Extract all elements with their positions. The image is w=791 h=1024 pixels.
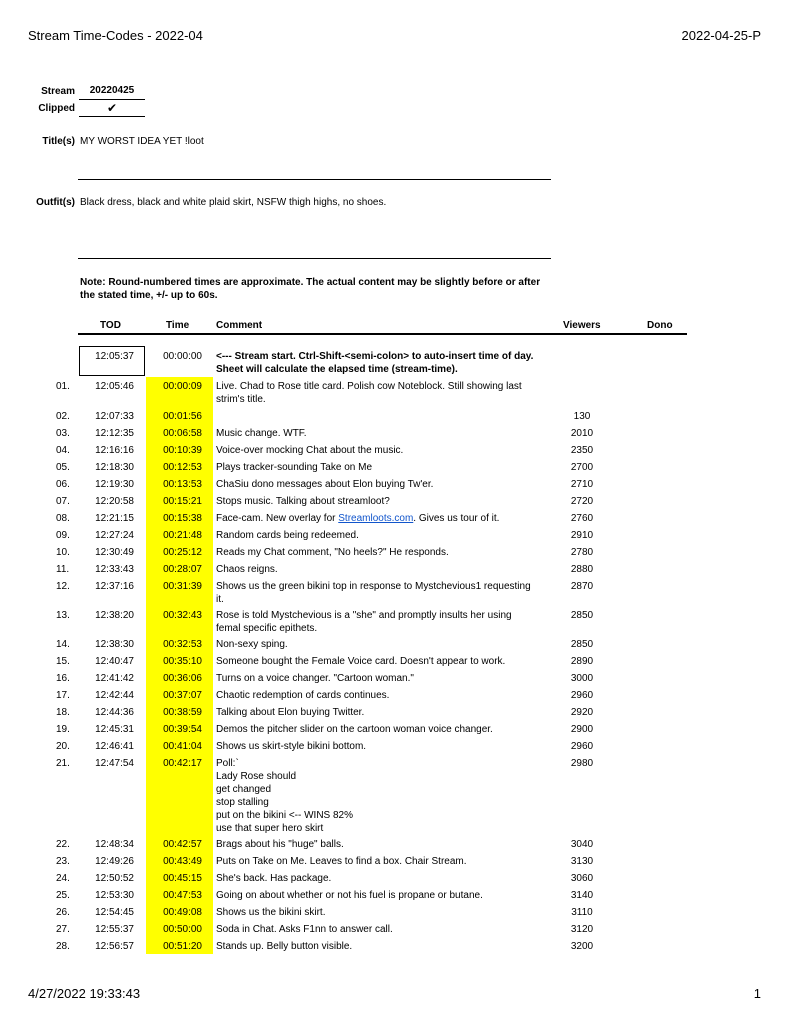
document-title: Stream Time-Codes - 2022-04 [28, 28, 203, 43]
row-time: 00:37:07 [163, 690, 202, 701]
row-viewers: 3130 [570, 856, 594, 867]
row-tod: 12:45:31 [95, 724, 134, 735]
row-time: 00:36:06 [163, 673, 202, 684]
row-tod: 12:37:16 [95, 581, 134, 592]
row-number: 07. [56, 496, 70, 507]
row-viewers: 2350 [570, 445, 594, 456]
row-time: 00:42:57 [163, 839, 202, 850]
row-number: 23. [56, 856, 70, 867]
row-tod: 12:27:24 [95, 530, 134, 541]
row-time: 00:51:20 [163, 941, 202, 952]
row-comment: Puts on Take on Me. Leaves to find a box. Chair Stream. [216, 856, 467, 867]
row-number: 28. [56, 941, 70, 952]
row-viewers: 2850 [570, 639, 594, 650]
row-number: 20. [56, 741, 70, 752]
clipped-label: Clipped [38, 103, 75, 114]
row-viewers: 2870 [570, 581, 594, 592]
row-tod: 12:49:26 [95, 856, 134, 867]
row-tod: 12:54:45 [95, 907, 134, 918]
row-viewers: 2900 [570, 724, 594, 735]
poll-line: Poll:` [216, 758, 239, 769]
row-tod: 12:30:49 [95, 547, 134, 558]
row-time: 00:15:21 [163, 496, 202, 507]
row-number: 26. [56, 907, 70, 918]
document-code: 2022-04-25-P [681, 28, 761, 43]
row-number: 01. [56, 381, 70, 392]
row-comment: Non-sexy sping. [216, 639, 288, 650]
row-viewers: 3060 [570, 873, 594, 884]
row-comment: ChaSiu dono messages about Elon buying Tw'er. [216, 479, 434, 490]
poll-line: use that super hero skirt [216, 823, 324, 834]
row-comment: Music change. WTF. [216, 428, 307, 439]
row-comment: Reads my Chat comment, "No heels?" He responds. [216, 547, 449, 558]
row-viewers: 130 [573, 411, 591, 422]
row-number: 02. [56, 411, 70, 422]
row-viewers: 2960 [570, 741, 594, 752]
row-time: 00:31:39 [163, 581, 202, 592]
row-viewers: 3040 [570, 839, 594, 850]
title-rule [78, 179, 551, 180]
row-time: 00:32:53 [163, 639, 202, 650]
row-tod: 12:18:30 [95, 462, 134, 473]
col-header-dono: Dono [647, 320, 673, 331]
col-header-viewers: Viewers [563, 320, 601, 331]
row-time: 00:25:12 [163, 547, 202, 558]
row-comment: Shows us the bikini skirt. [216, 907, 326, 918]
row-viewers: 2760 [570, 513, 594, 524]
row-viewers: 2710 [570, 479, 594, 490]
row-viewers: 2920 [570, 707, 594, 718]
row-comment: Talking about Elon buying Twitter. [216, 707, 365, 718]
row-number: 25. [56, 890, 70, 901]
col-header-time: Time [166, 320, 190, 331]
row-viewers: 2890 [570, 656, 594, 667]
row-tod: 12:41:42 [95, 673, 134, 684]
row-tod: 12:56:57 [95, 941, 134, 952]
row-number: 17. [56, 690, 70, 701]
row-number: 22. [56, 839, 70, 850]
row-time: 00:50:00 [163, 924, 202, 935]
row-number: 19. [56, 724, 70, 735]
row-comment: Rose is told Mystchevious is a "she" and promptly insults her using femal specific epithets. [216, 610, 512, 634]
row-tod: 12:21:15 [95, 513, 134, 524]
row-tod: 12:40:47 [95, 656, 134, 667]
row-comment: Demos the pitcher slider on the cartoon woman voice changer. [216, 724, 493, 735]
row-comment: Stops music. Talking about streamloot? [216, 496, 390, 507]
row-tod: 12:53:30 [95, 890, 134, 901]
row-comment: Live. Chad to Rose title card. Polish cow Noteblock. Still showing last strim's title. [216, 381, 522, 405]
row-viewers: 3110 [571, 907, 593, 918]
row-comment: Voice-over mocking Chat about the music. [216, 445, 404, 456]
row-time: 00:43:49 [163, 856, 202, 867]
row-number: 04. [56, 445, 70, 456]
row-number: 27. [56, 924, 70, 935]
row-viewers: 2700 [570, 462, 594, 473]
row-number: 24. [56, 873, 70, 884]
row-viewers: 2960 [570, 690, 594, 701]
row-time: 00:41:04 [163, 741, 202, 752]
row-time: 00:10:39 [163, 445, 202, 456]
row-time: 00:15:38 [163, 513, 202, 524]
row-number: 14. [56, 639, 70, 650]
row-time: 00:21:48 [163, 530, 202, 541]
row-comment: She's back. Has package. [216, 873, 332, 884]
row-tod: 12:42:44 [95, 690, 134, 701]
row-tod: 12:38:30 [95, 639, 134, 650]
row-number: 09. [56, 530, 70, 541]
stream-label: Stream [41, 86, 75, 97]
row-comment: Random cards being redeemed. [216, 530, 359, 541]
row-tod: 12:07:33 [95, 411, 134, 422]
page-number: 1 [753, 986, 761, 1001]
outfit-value: Black dress, black and white plaid skirt, NSFW thigh highs, no shoes. [80, 197, 387, 208]
row-viewers: 2880 [570, 564, 594, 575]
row-comment: Brags about his "huge" balls. [216, 839, 344, 850]
row-comment: Plays tracker-sounding Take on Me [216, 462, 373, 473]
row-time: 00:39:54 [163, 724, 202, 735]
outfit-label: Outfit(s) [36, 197, 75, 208]
row-viewers: 2780 [570, 547, 594, 558]
row-tod: 12:19:30 [95, 479, 134, 490]
row-tod: 12:46:41 [95, 741, 134, 752]
row-comment: Chaotic redemption of cards continues. [216, 690, 390, 701]
row-tod: 12:16:16 [95, 445, 134, 456]
row-comment: Shows us the green bikini top in response to Mystchevious1 requesting it. [216, 581, 531, 605]
row-number: 03. [56, 428, 70, 439]
col-header-comment: Comment [216, 320, 263, 331]
title-value: MY WORST IDEA YET !loot [80, 136, 204, 147]
row-comment [216, 512, 536, 525]
row-comment: Someone bought the Female Voice card. Doesn't appear to work. [216, 656, 506, 667]
row-time: 00:12:53 [163, 462, 202, 473]
comment-text: . Gives us tour of it. [413, 513, 500, 524]
row-time: 00:47:53 [163, 890, 202, 901]
row-time: 00:28:07 [163, 564, 202, 575]
title-label: Title(s) [42, 136, 75, 147]
row-tod: 12:48:34 [95, 839, 134, 850]
approximation-note: Note: Round-numbered times are approximate. The actual content may be slightly before or after the stated time, +/- up to 60s. [80, 277, 541, 301]
comment-text: Face-cam. New overlay for [216, 513, 339, 524]
poll-line: Lady Rose should [216, 771, 297, 782]
row-tod: 12:38:20 [95, 610, 134, 621]
row-time: 00:35:10 [163, 656, 202, 667]
row-tod: 12:05:46 [95, 381, 134, 392]
row-viewers: 2910 [570, 530, 594, 541]
row-number: 11. [56, 564, 70, 575]
clipped-checkmark: ✔ [79, 101, 145, 117]
row-comment: Chaos reigns. [216, 564, 278, 575]
outfit-rule [78, 258, 551, 259]
row-comment: Turns on a voice changer. "Cartoon woman." [216, 673, 414, 684]
streamloots-link[interactable]: Streamloots.com [338, 513, 414, 524]
row-comment: Soda in Chat. Asks F1nn to answer call. [216, 924, 393, 935]
row-time: 00:42:17 [163, 758, 202, 769]
row-viewers: 2010 [570, 428, 594, 439]
start-time: 00:00:00 [163, 351, 202, 362]
poll-line: stop stalling [216, 797, 269, 808]
row-number: 15. [56, 656, 70, 667]
row-viewers: 2980 [570, 758, 594, 769]
row-number: 06. [56, 479, 70, 490]
row-number: 18. [56, 707, 70, 718]
poll-line: put on the bikini <-- WINS 82% [216, 810, 354, 821]
row-comment: Shows us skirt-style bikini bottom. [216, 741, 367, 752]
row-number: 05. [56, 462, 70, 473]
row-comment [216, 757, 536, 835]
row-viewers: 3140 [570, 890, 594, 901]
row-tod: 12:33:43 [95, 564, 134, 575]
row-tod: 12:12:35 [95, 428, 134, 439]
row-tod: 12:55:37 [95, 924, 134, 935]
row-number: 12. [56, 581, 70, 592]
row-time: 00:00:09 [163, 381, 202, 392]
row-time: 00:38:59 [163, 707, 202, 718]
row-time: 00:49:08 [163, 907, 202, 918]
poll-line: get changed [216, 784, 272, 795]
row-comment: Going on about whether or not his fuel is propane or butane. [216, 890, 483, 901]
row-viewers: 3120 [570, 924, 594, 935]
row-number: 08. [56, 513, 70, 524]
row-tod: 12:47:54 [95, 758, 134, 769]
row-number: 13. [56, 610, 70, 621]
start-tod: 12:05:37 [95, 351, 134, 362]
row-comment: Stands up. Belly button visible. [216, 941, 353, 952]
row-time: 00:32:43 [163, 610, 202, 621]
row-number: 16. [56, 673, 70, 684]
row-time: 00:13:53 [163, 479, 202, 490]
print-datetime: 4/27/2022 19:33:43 [28, 986, 141, 1001]
row-viewers: 3000 [570, 673, 594, 684]
row-number: 21. [56, 758, 70, 769]
row-tod: 12:20:58 [95, 496, 134, 507]
row-tod: 12:44:36 [95, 707, 134, 718]
row-number: 10. [56, 547, 70, 558]
start-comment: <--- Stream start. Ctrl-Shift-<semi-colon> to auto-insert time of day. Sheet will calculate the elapsed time (stream-time). [216, 351, 534, 375]
header-rule [78, 333, 687, 335]
row-time: 00:45:15 [163, 873, 202, 884]
row-viewers: 2720 [570, 496, 594, 507]
row-tod: 12:50:52 [95, 873, 134, 884]
row-viewers: 2850 [570, 610, 594, 621]
row-time: 00:06:58 [163, 428, 202, 439]
row-viewers: 3200 [570, 941, 594, 952]
row-time: 00:01:56 [163, 411, 202, 422]
stream-value: 20220425 [79, 85, 145, 100]
col-header-tod: TOD [100, 320, 121, 331]
